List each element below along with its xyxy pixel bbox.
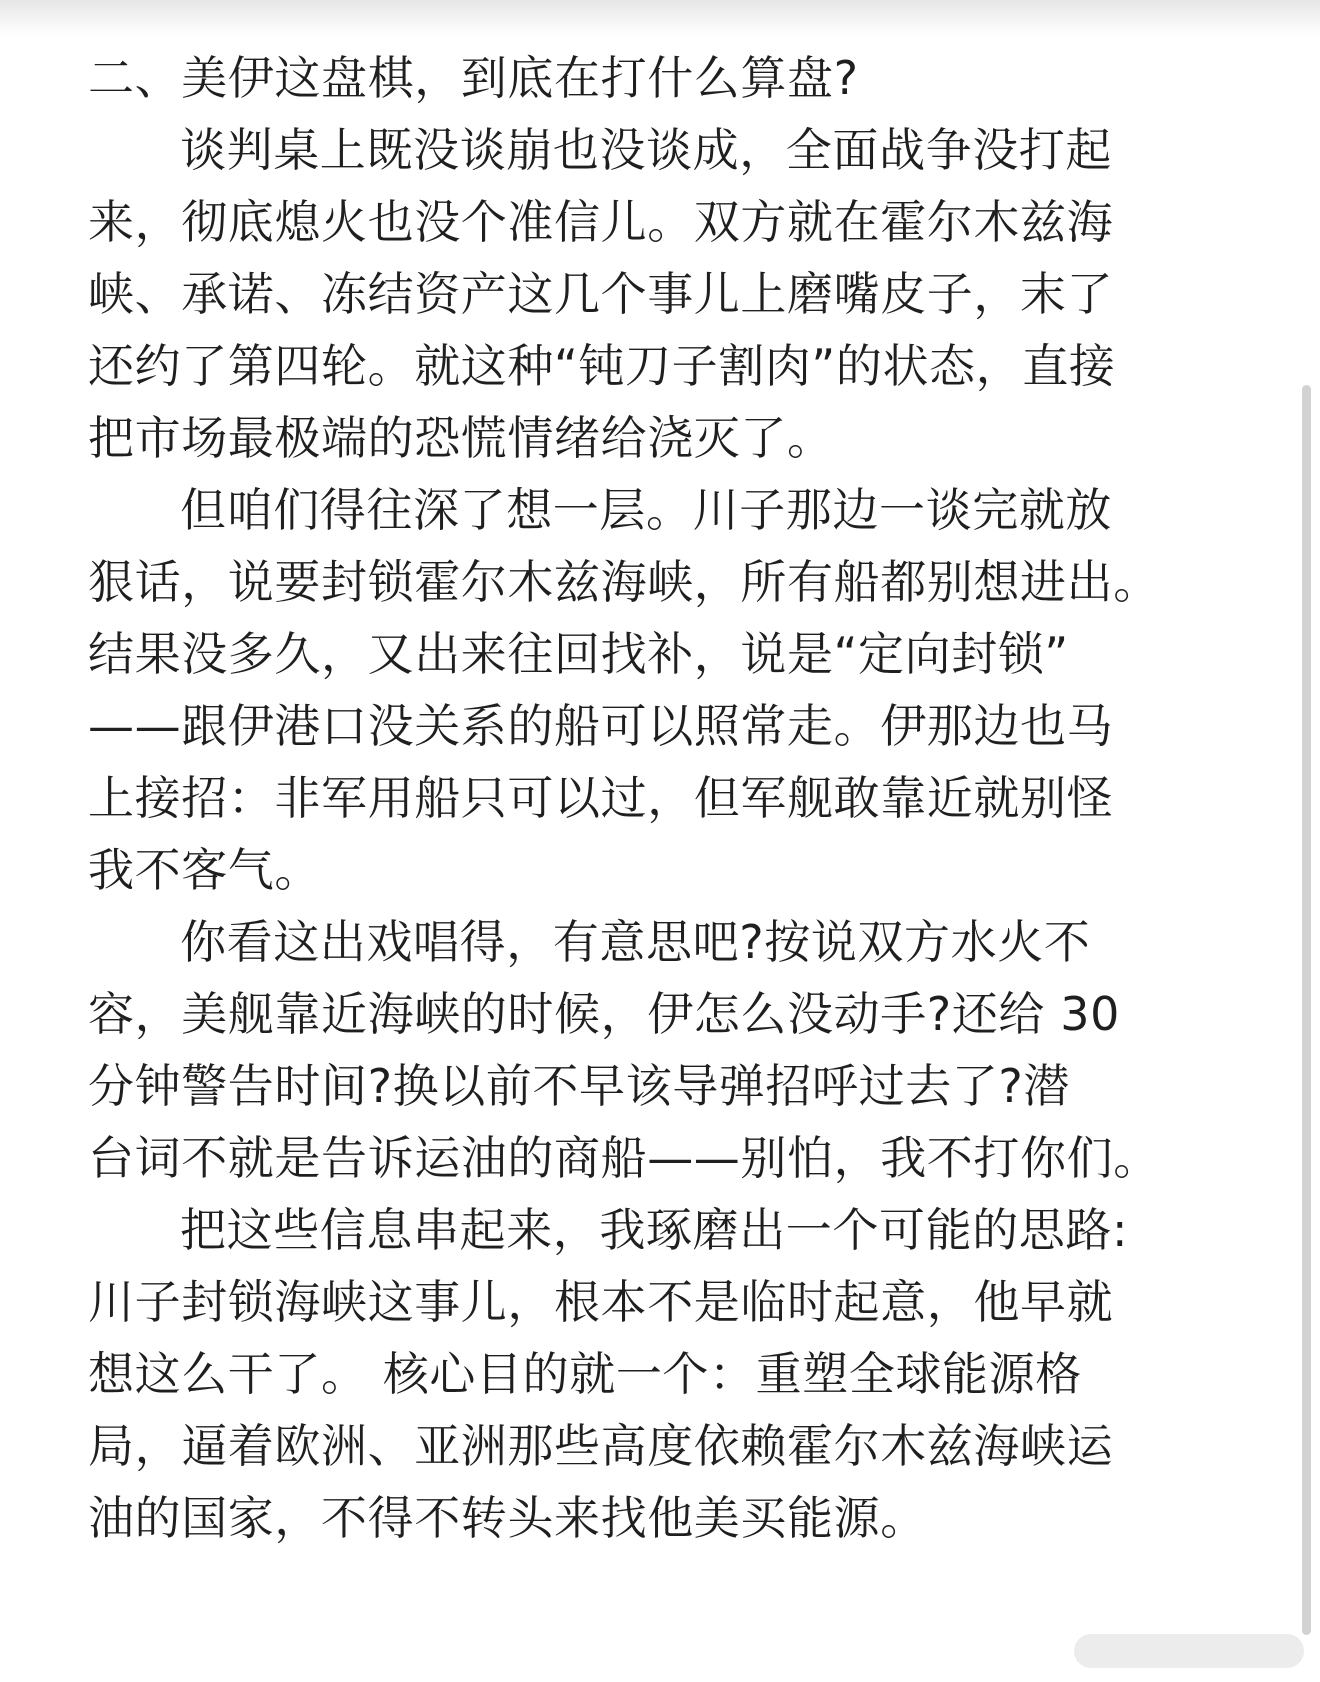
text-line: 来，彻底熄火也没个准信儿。双方就在霍尔木兹海: [88, 195, 1114, 249]
text-line: 峡、承诺、冻结资产这几个事儿上磨嘴皮子，末了: [88, 267, 1114, 321]
text-line: 川子封锁海峡这事儿，根本不是临时起意，他早就: [88, 1275, 1114, 1329]
text-line: 但咱们得往深了想一层。川子那边一谈完就放: [180, 483, 1112, 537]
text-line: 分钟警告时间?换以前不早该导弹招呼过去了?潜: [88, 1059, 1071, 1113]
text-line: 油的国家，不得不转头来找他美买能源。: [88, 1491, 927, 1545]
paragraph-1: [88, 114, 1238, 474]
paragraph-4: [88, 1194, 1238, 1554]
text-line: 结果没多久，又出来往回找补，说是“定向封锁”: [88, 627, 1069, 681]
text-line: 你看这出戏唱得，有意思吧?按说双方水火不: [180, 915, 1091, 969]
text-line: ——跟伊港口没关系的船可以照常走。伊那边也马: [88, 699, 1114, 753]
text-line: 局，逼着欧洲、亚洲那些高度依赖霍尔木兹海峡运: [88, 1419, 1114, 1473]
vertical-scrollbar[interactable]: [1302, 385, 1311, 1635]
text-line: 台词不就是告诉运油的商船——别怕，我不打你们。: [88, 1131, 1160, 1185]
watermark-badge: [1074, 1634, 1304, 1668]
text-line: 上接招：非军用船只可以过，但军舰敢靠近就别怪: [88, 771, 1114, 825]
text-line: 还约了第四轮。就这种“钝刀子割肉”的状态，直接: [88, 339, 1116, 393]
top-shadow: [0, 0, 1320, 36]
text-line: 把市场最极端的恐慌情绪给浇灭了。: [88, 411, 834, 465]
text-line: 谈判桌上既没谈崩也没谈成，全面战争没打起: [180, 123, 1112, 177]
paragraph-3: [88, 906, 1238, 1194]
article-body: [88, 42, 1238, 1554]
text-line: 我不客气。: [88, 843, 321, 897]
text-line: 想这么干了。 核心目的就一个：重塑全球能源格: [88, 1347, 1082, 1401]
paragraph-2: [88, 474, 1238, 906]
section-heading: 二、美伊这盘棋，到底在打什么算盘?: [88, 51, 859, 105]
text-line: 容，美舰靠近海峡的时候，伊怎么没动手?还给 30: [88, 987, 1120, 1041]
text-line: 狠话，说要封锁霍尔木兹海峡，所有船都别想进出。: [88, 555, 1160, 609]
text-line: 把这些信息串起来，我琢磨出一个可能的思路:: [180, 1203, 1129, 1257]
